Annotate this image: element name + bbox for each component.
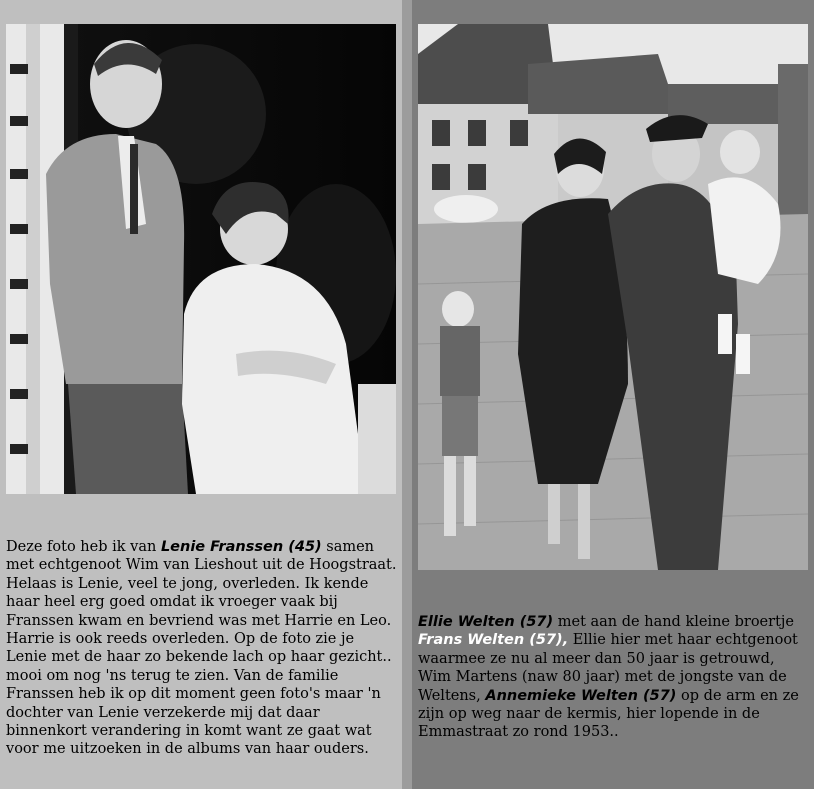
person-name-frans: Frans Welten (57), — [418, 632, 569, 649]
right-column — [412, 0, 814, 789]
caption-text: Deze foto heb ik van — [6, 539, 161, 555]
photo-family-street — [418, 24, 808, 570]
caption-text: samen met echtgenoot Wim van Lieshout uit de Hoogstraat. Helaas is Lenie, veel te jong, overleden. Ik kende haar heel erg goed omdat ik vroeger vaak bij Franssen kwam en bevriend was met Harrie en Leo. Harrie is ook reeds overleden. Op de foto zie je Lenie met de haar zo bekende lach op haar gezicht.. mooi om nog 'ns terug te zien. Van de familie Franssen heb ik op dit moment geen foto's maar 'n dochter van Lenie verzekerde mij dat daar binnenkort verandering in komt want ze gaat wat voor me uitzoeken in de albums van haar ouders. — [6, 539, 397, 758]
column-divider — [402, 0, 412, 789]
person-name-ellie: Ellie Welten (57) — [418, 614, 554, 630]
person-name-lenie: Lenie Franssen (45) — [160, 539, 322, 555]
caption-text: Ellie hier met haar echtgenoot waarmee ze nu al meer dan 50 jaar is getrouwd, Wim Martens (naw 80 jaar) met de jongste van de Weltens, — [418, 632, 798, 704]
person-name-annemieke: Annemieke Welten (57) — [485, 687, 677, 704]
photo-couple-night — [6, 24, 396, 494]
left-column — [0, 0, 402, 789]
caption-text: op de arm en ze zijn op weg naar de kermis, hier lopende in de Emmastraat zo rond 1953.. — [418, 687, 799, 741]
right-caption — [418, 613, 810, 742]
left-caption — [6, 538, 398, 759]
caption-text: met aan de hand kleine broertje — [553, 614, 794, 630]
